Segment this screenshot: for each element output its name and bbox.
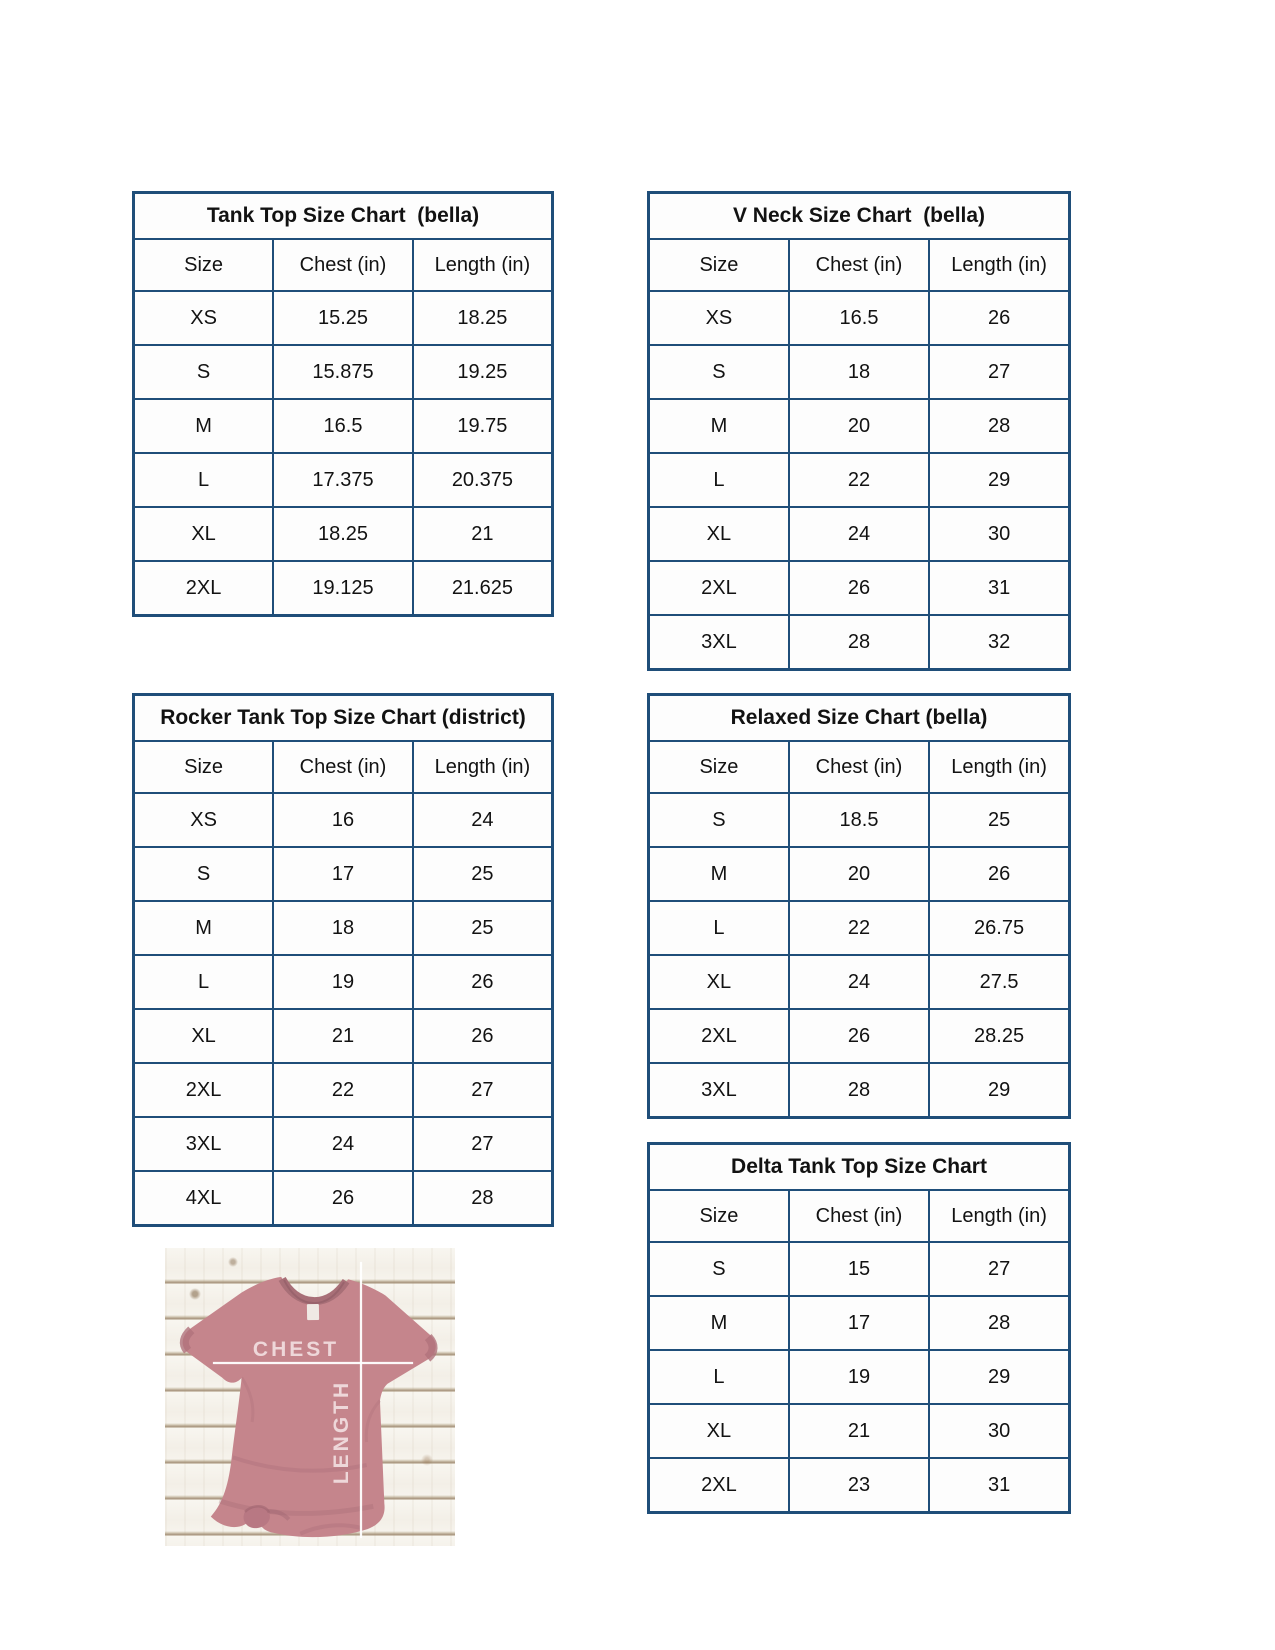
column-header: Size (649, 239, 789, 291)
table-cell: 18 (273, 901, 413, 955)
table-cell: 32 (929, 615, 1069, 670)
table-cell: 16.5 (789, 291, 929, 345)
table-cell: 27 (929, 1242, 1069, 1296)
table-cell: 19 (789, 1350, 929, 1404)
header-row (134, 239, 553, 291)
table-cell: 19.25 (413, 345, 553, 399)
table-row (649, 345, 1070, 399)
table-row (649, 1404, 1070, 1458)
table-row (649, 901, 1070, 955)
table-cell: XS (649, 291, 789, 345)
table-cell: 18.5 (789, 793, 929, 847)
table-cell: S (134, 847, 274, 901)
table-cell: 26 (789, 1009, 929, 1063)
table-cell: 17 (789, 1296, 929, 1350)
table-row (649, 453, 1070, 507)
column-header: Length (in) (413, 741, 553, 793)
header-row (649, 1190, 1070, 1242)
table-title: Rocker Tank Top Size Chart (district) (134, 695, 553, 742)
table-row (649, 399, 1070, 453)
chest-measure-line (213, 1362, 413, 1364)
table-cell: 28.25 (929, 1009, 1069, 1063)
table-cell: L (134, 955, 274, 1009)
table-cell: S (134, 345, 274, 399)
table-row (649, 1296, 1070, 1350)
table-cell: 4XL (134, 1171, 274, 1226)
table-cell: 26 (413, 1009, 553, 1063)
table-row (134, 399, 553, 453)
chest-label: CHEST (252, 1338, 340, 1361)
table-row (649, 1242, 1070, 1296)
size-table (132, 191, 554, 617)
table-cell: XL (649, 1404, 789, 1458)
table-row (649, 291, 1070, 345)
column-header: Size (649, 741, 789, 793)
table-cell: 18.25 (273, 507, 413, 561)
table-row (649, 615, 1070, 670)
table-cell: 26 (273, 1171, 413, 1226)
table-cell: 2XL (649, 1009, 789, 1063)
table-cell: 19.75 (413, 399, 553, 453)
size-table-rocker-tank-district (132, 693, 554, 1227)
header-row (649, 239, 1070, 291)
table-row (134, 1171, 553, 1226)
table-cell: 22 (789, 453, 929, 507)
table-cell: XS (134, 793, 274, 847)
table-row (134, 1009, 553, 1063)
table-cell: 20 (789, 399, 929, 453)
table-row (649, 561, 1070, 615)
table-row (134, 1063, 553, 1117)
table-cell: 15 (789, 1242, 929, 1296)
table-row (134, 847, 553, 901)
column-header: Chest (in) (789, 239, 929, 291)
table-row (134, 901, 553, 955)
table-row (134, 291, 553, 345)
size-table (132, 693, 554, 1227)
table-cell: 28 (929, 1296, 1069, 1350)
table-cell: 27 (413, 1063, 553, 1117)
table-cell: S (649, 793, 789, 847)
table-cell: 30 (929, 1404, 1069, 1458)
table-cell: 28 (929, 399, 1069, 453)
table-row (134, 793, 553, 847)
table-cell: S (649, 1242, 789, 1296)
table-cell: XL (134, 507, 274, 561)
table-cell: 2XL (134, 1063, 274, 1117)
table-title: Delta Tank Top Size Chart (649, 1144, 1070, 1191)
table-cell: 31 (929, 561, 1069, 615)
table-cell: 16 (273, 793, 413, 847)
size-table (647, 693, 1071, 1119)
table-row (649, 1009, 1070, 1063)
table-cell: 25 (413, 847, 553, 901)
column-header: Chest (in) (789, 741, 929, 793)
table-cell: 19.125 (273, 561, 413, 616)
table-cell: 21 (413, 507, 553, 561)
table-row (649, 793, 1070, 847)
table-row (649, 1063, 1070, 1118)
table-title: Relaxed Size Chart (bella) (649, 695, 1070, 742)
table-cell: XS (134, 291, 274, 345)
table-cell: XL (649, 507, 789, 561)
table-cell: 27.5 (929, 955, 1069, 1009)
table-cell: M (649, 1296, 789, 1350)
table-row (649, 507, 1070, 561)
column-header: Length (in) (929, 1190, 1069, 1242)
table-cell: 22 (789, 901, 929, 955)
column-header: Chest (in) (273, 741, 413, 793)
table-cell: 21 (273, 1009, 413, 1063)
table-cell: 17.375 (273, 453, 413, 507)
header-row (649, 741, 1070, 793)
table-cell: M (134, 901, 274, 955)
size-table (647, 191, 1071, 671)
table-cell: 30 (929, 507, 1069, 561)
table-cell: 24 (273, 1117, 413, 1171)
column-header: Size (134, 239, 274, 291)
size-guide-photo (165, 1248, 455, 1546)
column-header: Length (in) (929, 239, 1069, 291)
size-table-v-neck-bella (647, 191, 1071, 671)
table-cell: L (649, 453, 789, 507)
table-cell: 24 (413, 793, 553, 847)
table-cell: 2XL (649, 561, 789, 615)
table-cell: 26 (929, 291, 1069, 345)
table-cell: S (649, 345, 789, 399)
column-header: Length (in) (929, 741, 1069, 793)
table-cell: 2XL (649, 1458, 789, 1513)
table-row (649, 1458, 1070, 1513)
table-cell: 23 (789, 1458, 929, 1513)
column-header: Chest (in) (789, 1190, 929, 1242)
table-title: V Neck Size Chart (bella) (649, 193, 1070, 240)
table-cell: 31 (929, 1458, 1069, 1513)
tshirt-illustration (165, 1248, 455, 1546)
table-cell: 28 (789, 1063, 929, 1118)
table-cell: 27 (929, 345, 1069, 399)
table-cell: L (649, 1350, 789, 1404)
table-row (134, 345, 553, 399)
table-cell: 18 (789, 345, 929, 399)
table-row (134, 507, 553, 561)
table-cell: L (134, 453, 274, 507)
size-table-delta-tank (647, 1142, 1071, 1514)
table-cell: 15.875 (273, 345, 413, 399)
table-cell: 3XL (649, 615, 789, 670)
table-row (649, 847, 1070, 901)
table-cell: 3XL (649, 1063, 789, 1118)
length-label: LENGTH (330, 1379, 353, 1485)
table-cell: 16.5 (273, 399, 413, 453)
table-cell: 29 (929, 1063, 1069, 1118)
table-cell: 29 (929, 1350, 1069, 1404)
table-cell: 26 (929, 847, 1069, 901)
table-cell: 25 (929, 793, 1069, 847)
table-title: Tank Top Size Chart (bella) (134, 193, 553, 240)
size-table-tank-top-bella (132, 191, 554, 617)
table-cell: XL (649, 955, 789, 1009)
table-cell: XL (134, 1009, 274, 1063)
table-cell: 26 (413, 955, 553, 1009)
table-cell: 17 (273, 847, 413, 901)
table-cell: 21.625 (413, 561, 553, 616)
table-cell: 20 (789, 847, 929, 901)
table-cell: 22 (273, 1063, 413, 1117)
table-cell: 27 (413, 1117, 553, 1171)
table-cell: 19 (273, 955, 413, 1009)
table-cell: 28 (413, 1171, 553, 1226)
table-cell: 24 (789, 955, 929, 1009)
table-row (649, 1350, 1070, 1404)
size-table-relaxed-bella (647, 693, 1071, 1119)
table-cell: M (649, 399, 789, 453)
table-cell: 28 (789, 615, 929, 670)
table-cell: 20.375 (413, 453, 553, 507)
table-cell: 3XL (134, 1117, 274, 1171)
table-cell: 21 (789, 1404, 929, 1458)
size-table (647, 1142, 1071, 1514)
length-measure-line (360, 1262, 362, 1538)
table-cell: 15.25 (273, 291, 413, 345)
table-cell: 18.25 (413, 291, 553, 345)
table-cell: 26.75 (929, 901, 1069, 955)
table-cell: M (649, 847, 789, 901)
column-header: Length (in) (413, 239, 553, 291)
table-cell: L (649, 901, 789, 955)
column-header: Size (649, 1190, 789, 1242)
table-cell: M (134, 399, 274, 453)
table-row (134, 1117, 553, 1171)
table-cell: 26 (789, 561, 929, 615)
table-cell: 25 (413, 901, 553, 955)
table-row (134, 561, 553, 616)
table-cell: 2XL (134, 561, 274, 616)
table-cell: 29 (929, 453, 1069, 507)
table-row (134, 955, 553, 1009)
table-row (134, 453, 553, 507)
table-row (649, 955, 1070, 1009)
table-cell: 24 (789, 507, 929, 561)
column-header: Chest (in) (273, 239, 413, 291)
header-row (134, 741, 553, 793)
column-header: Size (134, 741, 274, 793)
